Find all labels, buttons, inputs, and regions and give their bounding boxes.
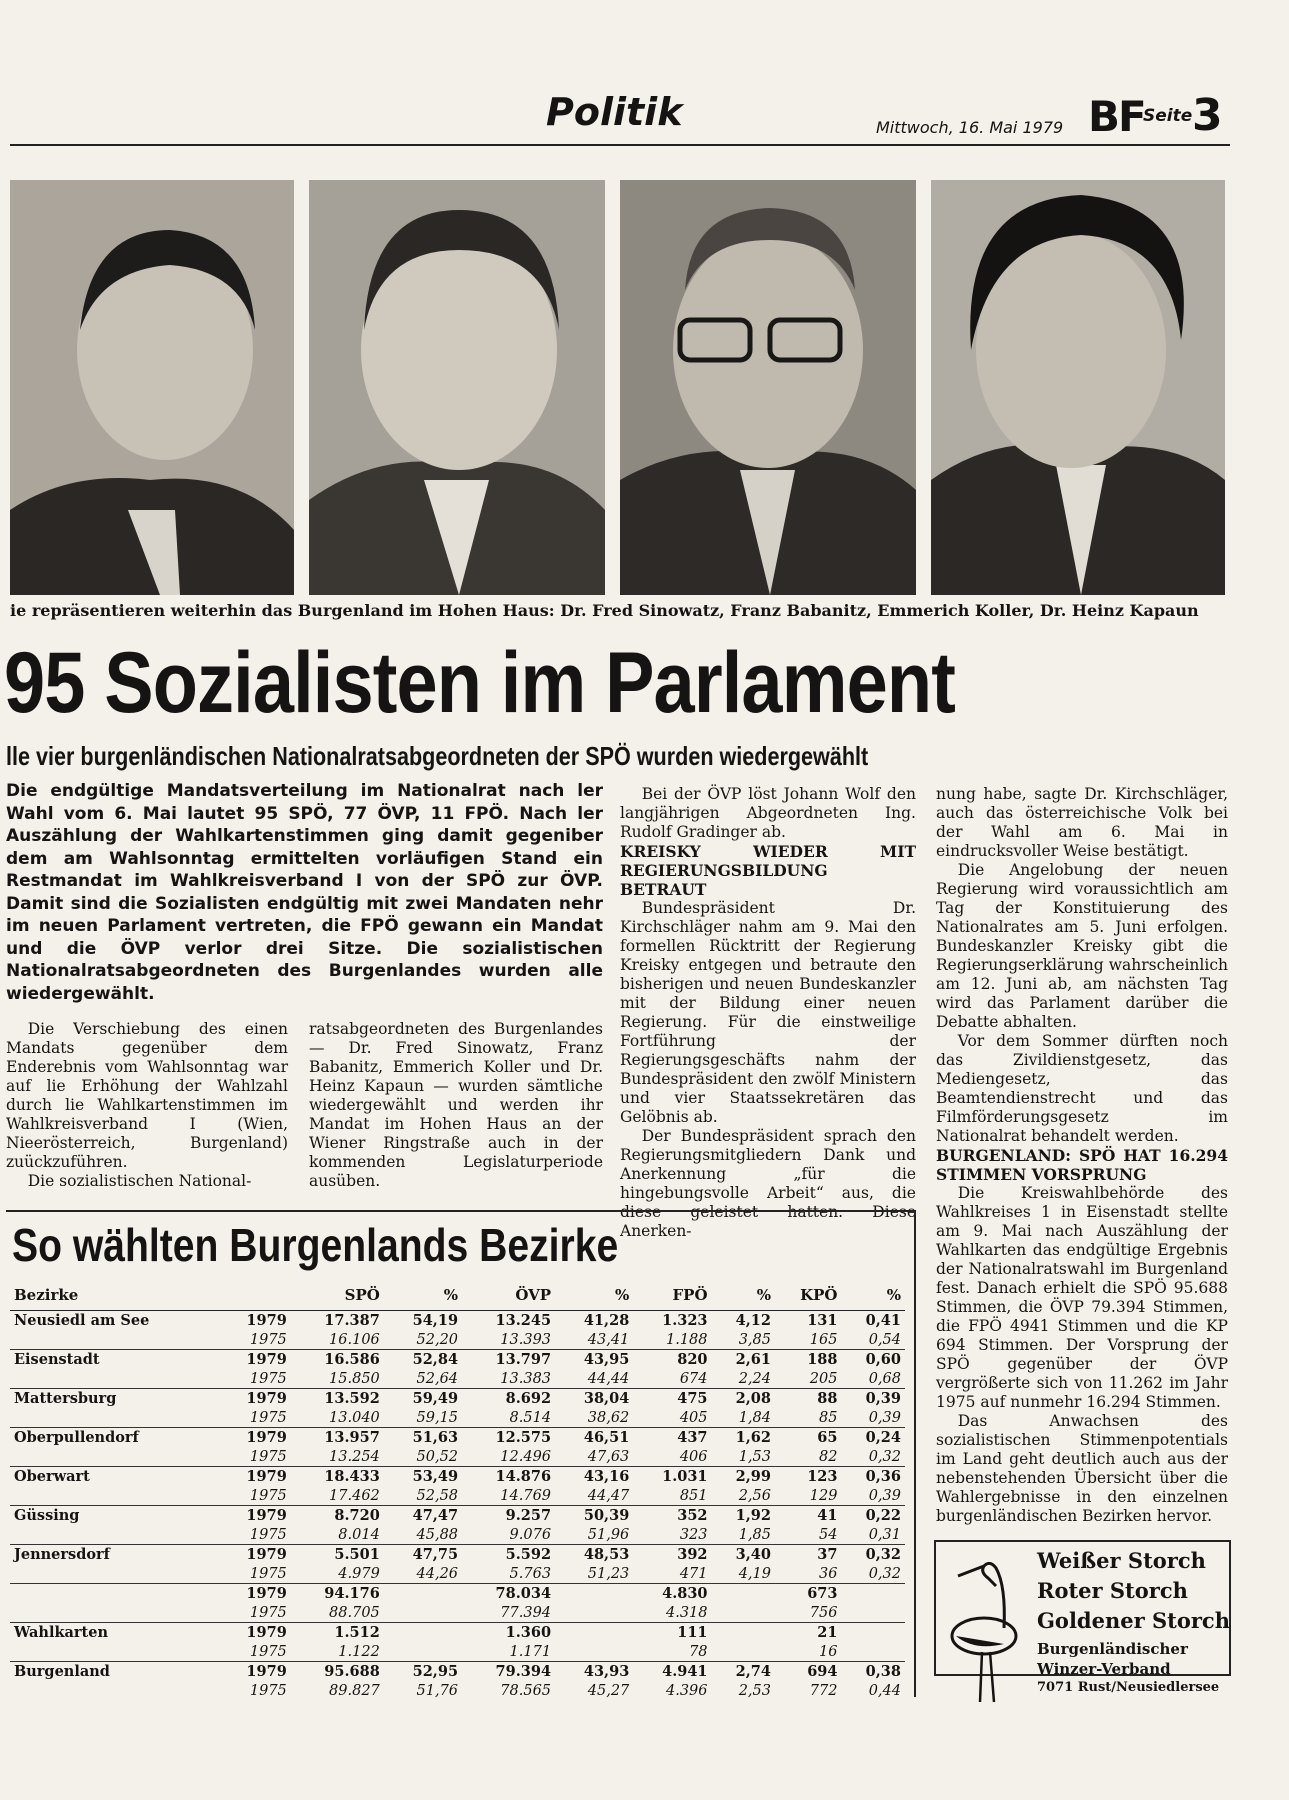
- table-row: [10, 1662, 905, 1682]
- table-cell: 756: [809, 1604, 838, 1621]
- table-cell: 47,63: [587, 1448, 630, 1465]
- table-cell: 2,61: [712, 1350, 775, 1370]
- table-cell: 43,93: [555, 1662, 633, 1682]
- table-cell: [384, 1603, 462, 1623]
- ad-line: Burgenländischer: [1037, 1640, 1188, 1658]
- table-cell: 65: [775, 1428, 841, 1448]
- paragraph: Vor dem Sommer dürften noch das Zivildienstgesetz, das Mediengesetz, das Beamtendienstrecht und das Filmförderungsgesetz im Nationalrat behandelt werden.: [936, 1032, 1228, 1145]
- table-cell: 14.769: [500, 1487, 552, 1504]
- district-name: [10, 1447, 220, 1467]
- table-cell: 36: [819, 1565, 838, 1582]
- table-cell: 1979: [220, 1350, 291, 1370]
- table-cell: 41: [775, 1506, 841, 1526]
- table-cell: 0,24: [841, 1428, 905, 1448]
- table-row: [10, 1389, 905, 1409]
- district-name: [10, 1681, 220, 1700]
- table-cell: 21: [775, 1623, 841, 1643]
- table-cell: 1,62: [712, 1428, 775, 1448]
- table-cell: 2,24: [738, 1370, 771, 1387]
- table-cell: 392: [633, 1545, 711, 1565]
- table-cell: 1975: [249, 1604, 287, 1621]
- table-cell: 47,47: [384, 1506, 462, 1526]
- table-row: [10, 1506, 905, 1526]
- table-cell: [712, 1623, 775, 1643]
- page-label: Seite: [1143, 106, 1193, 126]
- table-cell: 1979: [220, 1584, 291, 1604]
- district-name: [10, 1486, 220, 1506]
- subheading: BURGENLAND: SPÖ HAT 16.294 STIMMEN VORSPRUNG: [936, 1146, 1228, 1184]
- table-cell: 405: [679, 1409, 708, 1426]
- table-cell: 8.014: [338, 1526, 380, 1543]
- table-row: [10, 1545, 905, 1565]
- table-row: [10, 1623, 905, 1643]
- table-cell: 694: [775, 1662, 841, 1682]
- table-row: [10, 1311, 905, 1331]
- table-cell: 1.122: [338, 1643, 380, 1660]
- table-cell: 2,99: [712, 1467, 775, 1487]
- table-cell: 46,51: [555, 1428, 633, 1448]
- table-cell: 1979: [220, 1467, 291, 1487]
- table-cell: 0,32: [841, 1545, 905, 1565]
- table-cell: [555, 1603, 633, 1623]
- table-cell: 14.876: [462, 1467, 555, 1487]
- photo-caption: ie repräsentieren weiterhin das Burgenland im Hohen Haus: Dr. Fred Sinowatz, Franz Babanitz, Emmerich Koller, Dr. Heinz Kapaun: [10, 601, 1199, 620]
- table-cell: 50,52: [416, 1448, 459, 1465]
- table-cell: 3,40: [712, 1545, 775, 1565]
- district-name: Eisenstadt: [10, 1350, 220, 1370]
- subheading: KREISKY WIEDER MIT REGIERUNGSBILDUNG BETRAUT: [620, 842, 916, 899]
- table-cell: 4.941: [633, 1662, 711, 1682]
- table-cell: 47,75: [384, 1545, 462, 1565]
- table-cell: 3,85: [738, 1331, 771, 1348]
- table-cell: 9.076: [509, 1526, 552, 1543]
- portrait-photo-4: [931, 180, 1225, 595]
- table-cell: 0,32: [868, 1448, 901, 1465]
- ad-line: Weißer Storch: [1037, 1548, 1206, 1573]
- table-cell: 0,39: [868, 1409, 901, 1426]
- table-cell: 0,38: [841, 1662, 905, 1682]
- article-column-1: [6, 1020, 288, 1191]
- table-cell: 0,31: [868, 1526, 901, 1543]
- portrait-photo-3: [620, 180, 916, 595]
- table-cell: 2,56: [738, 1487, 771, 1504]
- table-cell: 674: [679, 1370, 708, 1387]
- table-cell: 1975: [249, 1409, 287, 1426]
- table-cell: 111: [633, 1623, 711, 1643]
- table-cell: 85: [819, 1409, 838, 1426]
- ad-line: Winzer-Verband: [1037, 1660, 1171, 1678]
- table-cell: [712, 1603, 775, 1623]
- district-name: Oberwart: [10, 1467, 220, 1487]
- district-name: Mattersburg: [10, 1389, 220, 1409]
- table-cell: 38,04: [555, 1389, 633, 1409]
- table-cell: 13.245: [495, 1312, 552, 1329]
- table-cell: 1.360: [462, 1623, 555, 1643]
- table-cell: 1,84: [738, 1409, 771, 1426]
- table-cell: 52,20: [416, 1331, 459, 1348]
- table-cell: [712, 1584, 775, 1604]
- table-cell: [841, 1584, 905, 1604]
- table-cell: 1,53: [738, 1448, 771, 1465]
- portrait-icon: [620, 180, 916, 595]
- district-name: [10, 1564, 220, 1584]
- table-row: [10, 1447, 905, 1467]
- table-cell: 475: [633, 1389, 711, 1409]
- table-cell: 323: [679, 1526, 708, 1543]
- table-cell: 8.514: [509, 1409, 552, 1426]
- column-header: ÖVP: [462, 1282, 555, 1311]
- table-cell: 1.031: [633, 1467, 711, 1487]
- district-name: Neusiedl am See: [14, 1312, 150, 1329]
- table-cell: 12.575: [462, 1428, 555, 1448]
- table-cell: 43,16: [555, 1467, 633, 1487]
- table-cell: 1.188: [666, 1331, 708, 1348]
- table-title: So wählten Burgenlands Bezirke: [12, 1219, 619, 1271]
- column-header: [220, 1282, 291, 1311]
- column-header: %: [841, 1282, 905, 1311]
- table-cell: 0,54: [868, 1331, 901, 1348]
- table-cell: 51,96: [587, 1526, 630, 1543]
- table-cell: 88: [775, 1389, 841, 1409]
- table-cell: 52,64: [416, 1370, 459, 1387]
- table-cell: 188: [775, 1350, 841, 1370]
- table-row: [10, 1603, 905, 1623]
- table-cell: 1,92: [712, 1506, 775, 1526]
- table-cell: [384, 1584, 462, 1604]
- table-cell: 129: [809, 1487, 838, 1504]
- section-title: Politik: [546, 90, 683, 134]
- table-cell: 2,74: [712, 1662, 775, 1682]
- table-cell: 0,41: [865, 1312, 901, 1329]
- table-cell: 9.257: [462, 1506, 555, 1526]
- table-cell: 15.850: [329, 1370, 380, 1387]
- table-cell: 0,22: [841, 1506, 905, 1526]
- table-cell: 13.592: [291, 1389, 384, 1409]
- table-cell: 5.592: [462, 1545, 555, 1565]
- table-cell: [841, 1603, 905, 1623]
- table-cell: 37: [775, 1545, 841, 1565]
- table-cell: 45,27: [587, 1682, 630, 1699]
- table-cell: 82: [819, 1448, 838, 1465]
- table-row: [10, 1467, 905, 1487]
- table-row: [10, 1350, 905, 1370]
- district-name: Güssing: [10, 1506, 220, 1526]
- table-row: [10, 1642, 905, 1662]
- district-name: [10, 1642, 220, 1662]
- column-header: Bezirke: [10, 1282, 220, 1311]
- ad-address: 7071 Rust/Neusiedlersee: [1037, 1680, 1220, 1695]
- column-header: %: [384, 1282, 462, 1311]
- table-cell: 38,62: [587, 1409, 630, 1426]
- table-cell: 8.692: [462, 1389, 555, 1409]
- paragraph: Bei der ÖVP löst Johann Wolf den langjährigen Abgeordneten Ing. Rudolf Gradinger ab.: [620, 785, 916, 841]
- table-cell: 1979: [220, 1662, 291, 1682]
- table-cell: 50,39: [555, 1506, 633, 1526]
- table-cell: 52,84: [384, 1350, 462, 1370]
- table-cell: 53,49: [384, 1467, 462, 1487]
- table-cell: [555, 1642, 633, 1662]
- table-cell: 4,12: [735, 1312, 771, 1329]
- district-name: [10, 1584, 220, 1604]
- table-cell: 43,95: [555, 1350, 633, 1370]
- table-cell: 17.387: [324, 1312, 380, 1329]
- table-cell: 437: [633, 1428, 711, 1448]
- table-cell: [384, 1642, 462, 1662]
- table-cell: 43,41: [587, 1331, 630, 1348]
- table-cell: 4.396: [666, 1682, 708, 1699]
- table-cell: 131: [807, 1312, 838, 1329]
- table-cell: 44,26: [416, 1565, 459, 1582]
- table-row: [10, 1408, 905, 1428]
- table-cell: 48,53: [555, 1545, 633, 1565]
- table-cell: 51,23: [587, 1565, 630, 1582]
- district-name: [10, 1408, 220, 1428]
- paragraph: Die sozialistischen National-: [27, 1172, 252, 1190]
- table-cell: 59,49: [384, 1389, 462, 1409]
- table-cell: 4,19: [738, 1565, 771, 1582]
- paragraph: Bundespräsident Dr. Kirchschläger nahm am 9. Mai den formellen Rücktritt der Regierung Kreisky entgegen und betraute den bisherigen und neuen Bundeskanzler mit der Bildung einer neuen Regierung. Für die einstweilige Fortführung der Regierungsgeschäfts nahm der Bundespräsident den zwölf Ministern und vier Staatssekretären das Gelöbnis ab.: [620, 899, 916, 1126]
- paragraph: nung habe, sagte Dr. Kirchschläger, auch das österreichische Volk bei der Wahl am 6. Mai in eindrucksvoller Weise bestätigt.: [936, 785, 1228, 860]
- district-name: Oberpullendorf: [10, 1428, 220, 1448]
- headline: 95 Sozialisten im Parlament: [4, 635, 955, 731]
- table-cell: [555, 1584, 633, 1604]
- table-cell: [712, 1642, 775, 1662]
- table-cell: 16: [819, 1643, 838, 1660]
- table-cell: [384, 1623, 462, 1643]
- portrait-icon: [309, 180, 605, 595]
- table-cell: 4.979: [338, 1565, 380, 1582]
- table-cell: 51,76: [416, 1682, 459, 1699]
- table-cell: 79.394: [462, 1662, 555, 1682]
- article-column-2: [309, 1020, 603, 1191]
- table-cell: 51,63: [384, 1428, 462, 1448]
- article-column-4: [936, 785, 1228, 1526]
- results-table: [10, 1282, 905, 1700]
- table-cell: 1.512: [291, 1623, 384, 1643]
- table-cell: 406: [679, 1448, 708, 1465]
- table-header-row: [10, 1282, 905, 1311]
- table-cell: 0,60: [841, 1350, 905, 1370]
- ad-line: Goldener Storch: [1037, 1608, 1230, 1633]
- district-name: Jennersdorf: [10, 1545, 220, 1565]
- table-cell: 13.393: [500, 1331, 552, 1348]
- table-cell: 17.462: [329, 1487, 380, 1504]
- table-cell: 1.171: [509, 1643, 552, 1660]
- issue-date: Mittwoch, 16. Mai 1979: [876, 118, 1064, 137]
- district-name: Burgenland: [10, 1662, 220, 1682]
- table-cell: 95.688: [291, 1662, 384, 1682]
- column-header: %: [555, 1282, 633, 1311]
- table-cell: 16.586: [291, 1350, 384, 1370]
- paragraph: Die Kreiswahlbehörde des Wahlkreises 1 in Eisenstadt stellte am 9. Mai nach Auszählung der Wahlkarten das endgültige Ergebnis der Nationalratswahl im Burgenland fest. Danach erhielt die SPÖ 95.688 Stimmen, die ÖVP 79.394 Stimmen, die FPÖ 4941 Stimmen und die KP 694 Stimmen. Der Vorsprung der SPÖ gegenüber der ÖVP vergrößerte sich von 11.262 im Jahr 1975 auf nunmehr 16.294 Stimmen.: [936, 1184, 1228, 1411]
- table-cell: 0,36: [841, 1467, 905, 1487]
- table-cell: 54,19: [412, 1312, 459, 1329]
- table-cell: 2,53: [738, 1682, 771, 1699]
- table-cell: 1,85: [738, 1526, 771, 1543]
- table-cell: 165: [809, 1331, 838, 1348]
- table-cell: 2,08: [712, 1389, 775, 1409]
- article-column-3: [620, 785, 916, 1241]
- lead-paragraph: Die endgültige Mandatsverteilung im Nationalrat nach ler Wahl vom 6. Mai lautet 95 SPÖ, 77 ÖVP, 11 FPÖ. Nach ler Auszählung der Wahlkartenstimmen ging damit gegeniber dem am Wahlsonntag ermittelten vorläufigen Stand ein Restmandat im Wahlkreisverband I von der SPÖ zur ÖVP. Damit sind die Sozialisten endgültig mit zwei Mandaten nehr im neuen Parlament vertreten, die FPÖ gewann ein Mandat und die ÖVP verlor drei Sitze. Die sozialistischen Nationalratsabgeordneten des Burgenlandes wurden alle wiedergewählt.: [6, 781, 603, 1004]
- table-cell: 88.705: [329, 1604, 380, 1621]
- district-name: [10, 1525, 220, 1545]
- table-cell: 1975: [249, 1565, 287, 1582]
- table-cell: [841, 1623, 905, 1643]
- table-cell: 78.565: [500, 1682, 552, 1699]
- table-cell: [841, 1642, 905, 1662]
- district-name: [10, 1369, 220, 1389]
- column-header: SPÖ: [291, 1282, 384, 1311]
- table-cell: 78: [689, 1643, 708, 1660]
- table-cell: 13.797: [462, 1350, 555, 1370]
- table-cell: 0,44: [868, 1682, 901, 1699]
- table-cell: 52,95: [384, 1662, 462, 1682]
- table-cell: 5.763: [509, 1565, 552, 1582]
- column-header: %: [712, 1282, 775, 1311]
- table-cell: 4.830: [633, 1584, 711, 1604]
- table-cell: 12.496: [500, 1448, 552, 1465]
- table-cell: 1979: [220, 1389, 291, 1409]
- table-cell: 1975: [249, 1448, 287, 1465]
- table-cell: 5.501: [291, 1545, 384, 1565]
- table-cell: 1979: [220, 1623, 291, 1643]
- table-cell: 13.254: [329, 1448, 380, 1465]
- table-cell: 1975: [249, 1487, 287, 1504]
- portrait-photo-1: [10, 180, 294, 595]
- portrait-icon: [10, 180, 294, 595]
- paragraph: Das Anwachsen des sozialistischen Stimmenpotentials im Land geht deutlich auch aus der nebenstehenden Übersicht über die Wahlergebnisse in den einzelnen burgenländischen Bezirken hervor.: [936, 1412, 1228, 1525]
- table-cell: 54: [819, 1526, 838, 1543]
- table-cell: 16.106: [329, 1331, 380, 1348]
- table-row: [10, 1584, 905, 1604]
- table-cell: 41,28: [583, 1312, 630, 1329]
- table-cell: [555, 1623, 633, 1643]
- paragraph: Die Angelobung der neuen Regierung wird voraussichtlich am Tag der Konstituierung des Nationalrates am 5. Juni erfolgen. Bundeskanzler Kreisky gibt die Regierungserklärung wahrscheinlich am 12. Juni ab, am nächsten Tag wird das Parlament darüber die Debatte abhalten.: [936, 861, 1228, 1031]
- paragraph: Der Bundespräsident sprach den Regierungsmitgliedern Dank und Anerkennung „für die hingebungsvolle Arbeit“ aus, die diese geleistet hatten. Diese Anerken-: [620, 1127, 916, 1240]
- table-cell: 45,88: [416, 1526, 459, 1543]
- table-cell: 0,32: [868, 1565, 901, 1582]
- table-cell: 4.318: [666, 1604, 708, 1621]
- table-row: [10, 1681, 905, 1700]
- table-cell: 772: [809, 1682, 838, 1699]
- table-cell: 0,39: [841, 1389, 905, 1409]
- column-header: FPÖ: [633, 1282, 711, 1311]
- table-cell: 352: [633, 1506, 711, 1526]
- header-rule: [10, 144, 1230, 146]
- paragraph: Die Verschiebung des einen Mandats gegenüber dem Enderebnis vom Wahlsonntag war auf lie Erhöhung der Wahlzahl durch lie Wahlkartenstimmen im Wahlkreisverband I (Wien, Nieerösterreich, Burgenland) zuückzuführen.: [6, 1020, 288, 1171]
- table-cell: 123: [775, 1467, 841, 1487]
- table-cell: 1979: [220, 1545, 291, 1565]
- column-header: KPÖ: [775, 1282, 841, 1311]
- table-cell: 1975: [249, 1370, 287, 1387]
- table-cell: 1979: [220, 1428, 291, 1448]
- table-row: [10, 1428, 905, 1448]
- portrait-icon: [931, 180, 1225, 595]
- district-name: [10, 1603, 220, 1623]
- table-cell: 44,44: [587, 1370, 630, 1387]
- table-cell: 59,15: [416, 1409, 459, 1426]
- table-cell: 471: [679, 1565, 708, 1582]
- table-cell: 77.394: [500, 1604, 552, 1621]
- table-cell: 1.323: [662, 1312, 708, 1329]
- table-cell: 820: [633, 1350, 711, 1370]
- table-row: [10, 1564, 905, 1584]
- table-cell: 13.040: [329, 1409, 380, 1426]
- ad-line: Roter Storch: [1037, 1578, 1188, 1603]
- table-cell: 0,68: [868, 1370, 901, 1387]
- table-cell: 673: [775, 1584, 841, 1604]
- table-cell: 1975: [249, 1643, 287, 1660]
- table-cell: 8.720: [291, 1506, 384, 1526]
- table-cell: 13.383: [500, 1370, 552, 1387]
- stork-icon: [944, 1556, 1030, 1706]
- table-cell: 1979: [246, 1312, 287, 1329]
- district-name: Wahlkarten: [10, 1623, 220, 1643]
- table-cell: 851: [679, 1487, 708, 1504]
- table-cell: 1975: [249, 1331, 287, 1348]
- table-cell: 52,58: [416, 1487, 459, 1504]
- table-cell: 205: [809, 1370, 838, 1387]
- table-cell: 44,47: [587, 1487, 630, 1504]
- table-cell: 94.176: [291, 1584, 384, 1604]
- subheadline: lle vier burgenländischen Nationalratsabgeordneten der SPÖ wurden wiedergewählt: [6, 741, 869, 771]
- table-cell: 78.034: [462, 1584, 555, 1604]
- table-cell: 0,39: [868, 1487, 901, 1504]
- table-row: [10, 1486, 905, 1506]
- table-row: [10, 1525, 905, 1545]
- table-row: [10, 1330, 905, 1350]
- table-cell: 1975: [249, 1526, 287, 1543]
- table-cell: 13.957: [291, 1428, 384, 1448]
- table-row: [10, 1369, 905, 1389]
- table-cell: 1975: [249, 1682, 287, 1699]
- portrait-photo-2: [309, 180, 605, 595]
- paragraph: ratsabgeordneten des Burgenlandes — Dr. Fred Sinowatz, Franz Babanitz, Emmerich Koller und Dr. Heinz Kapaun — wurden sämtliche wiedergewählt und werden ihr Mandat im Hohen Haus an der Wiener Ringstraße auch in der kommenden Legislaturperiode ausüben.: [309, 1020, 603, 1190]
- newspaper-logo: BF: [1088, 92, 1145, 141]
- table-cell: 1979: [220, 1506, 291, 1526]
- district-name: [10, 1330, 220, 1350]
- table-cell: 18.433: [291, 1467, 384, 1487]
- page-number: 3: [1192, 90, 1223, 141]
- table-cell: 89.827: [329, 1682, 380, 1699]
